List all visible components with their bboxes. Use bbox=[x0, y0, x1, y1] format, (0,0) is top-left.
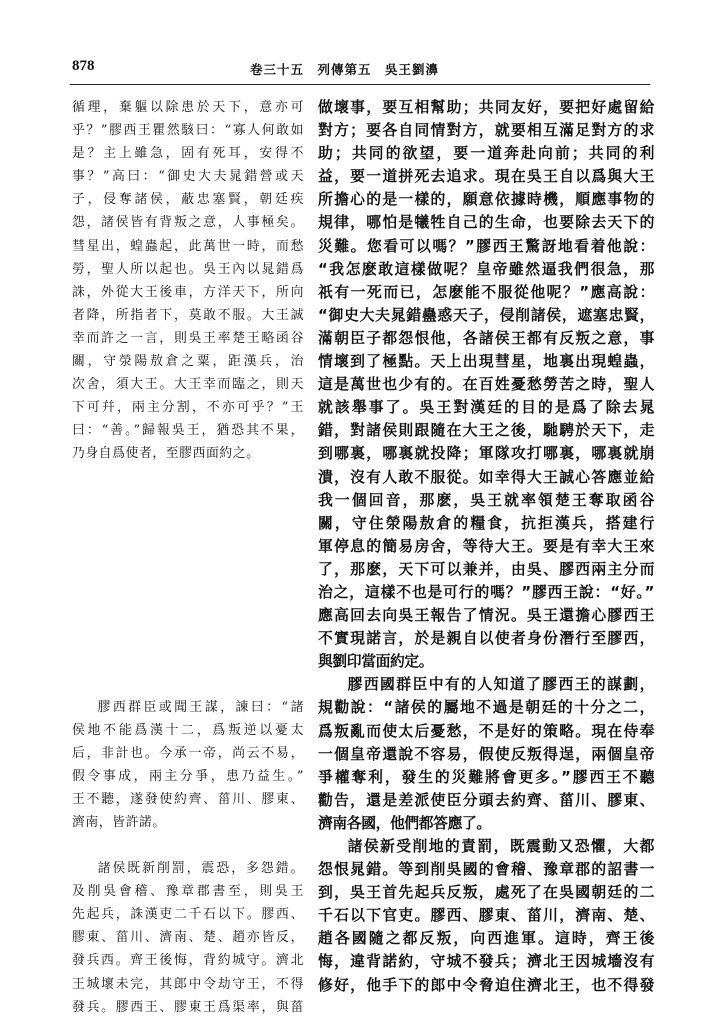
page-number: 878 bbox=[72, 58, 95, 74]
classical-paragraph-3 bbox=[72, 857, 304, 1019]
text-line: 諸侯新受削地的責罰，既震動又恐懼，大都 bbox=[347, 838, 654, 855]
text-line: 趙各國隨之都反叛，向西進軍。這時，齊王後 bbox=[318, 930, 654, 948]
text-line: 曰：“善。”歸報吳王，猶恐其不果， bbox=[72, 423, 304, 439]
text-line: 做壞事，要互相幫助；共同友好，要把好處留給 bbox=[318, 99, 654, 116]
text-line: 下可幷，兩主分割，不亦可乎？”王 bbox=[72, 400, 304, 416]
paragraph-gap bbox=[72, 466, 304, 696]
text-line: 助；共同的欲望，要一道奔赴向前；共同的利 bbox=[318, 145, 654, 163]
text-line: 就該舉事了。吳王對漢廷的目的是爲了除去晁 bbox=[318, 399, 654, 417]
text-line: 次舍，須大王。大王幸而臨之，則天 bbox=[72, 377, 304, 393]
text-line: 發兵西。齊王後悔，背約城守。濟北 bbox=[72, 953, 304, 969]
text-line: 了，那麽，天下可以兼并，由吳、膠西兩主分而 bbox=[318, 560, 654, 578]
text-line: 幸而許之一言，則吳王率楚王略函谷 bbox=[72, 330, 304, 346]
text-line: 膠西國群臣中有的人知道了膠西王的謀劃， bbox=[347, 676, 654, 694]
text-line: 千石以下官吏。膠西、膠東、菑川，濟南、楚、 bbox=[318, 907, 654, 925]
running-head: 卷三十五 列傳第五 吳王劉濞 bbox=[250, 62, 440, 77]
text-line: 王不聽，遂發使約齊、菑川、膠東、 bbox=[72, 791, 304, 807]
text-line: “我怎麽敢這樣做呢？皇帝雖然逼我們很急，那 bbox=[318, 260, 654, 278]
text-line: “御史大夫晁錯蠱惑天子，侵削諸侯，遮塞忠賢， bbox=[318, 306, 654, 324]
classical-text-column bbox=[72, 96, 304, 1019]
text-line: 與劉印當面約定。 bbox=[318, 653, 434, 671]
text-line: 怨，諸侯皆有背叛之意，人事極矣。 bbox=[72, 215, 304, 231]
text-line: 勞，聖人所以起也。吳王內以晁錯爲 bbox=[72, 261, 304, 277]
text-line: 修好，他手下的郎中令脅迫住濟北王，也不得發 bbox=[318, 976, 654, 994]
text-line: 子，侵奪諸侯，蔽忠塞賢，朝廷疾 bbox=[72, 192, 304, 208]
translation-paragraph-3 bbox=[318, 835, 654, 997]
text-line: 到，吳王首先起兵反叛，處死了在吳國朝廷的二 bbox=[318, 884, 654, 902]
text-line: 所擔心的是一樣的，願意依據時機，順應事物的 bbox=[318, 191, 654, 209]
text-line: 到哪裏，哪裏就投降；軍隊攻打哪裏，哪裏就崩 bbox=[318, 445, 654, 463]
text-line: 關，守住滎陽敖倉的糧食，抗拒漢兵，搭建行 bbox=[318, 514, 654, 532]
text-line: 乃身自爲使者，至膠西面約之。 bbox=[72, 446, 260, 462]
text-line: 關，守滎陽敖倉之粟，距漢兵，治 bbox=[72, 354, 304, 370]
translation-paragraph-2 bbox=[318, 673, 654, 835]
text-line: 誅，外從大王後車，方洋天下，所向 bbox=[72, 284, 304, 300]
text-line: 應高回去向吳王報告了情況。吳王還擔心膠西王 bbox=[318, 607, 654, 625]
translation-paragraph-1 bbox=[318, 96, 654, 673]
text-line: 濟南各國，他們都答應了。 bbox=[318, 814, 491, 832]
text-line: 勸告，還是差派使臣分頭去約齊、菑川、膠東、 bbox=[318, 791, 654, 809]
text-line: 悔，違背諾約，守城不發兵；濟北王因城墻沒有 bbox=[318, 953, 654, 971]
translation-column bbox=[318, 96, 654, 997]
text-line: 爲叛亂而使太后憂愁，不是好的策略。現在侍奉 bbox=[318, 722, 654, 740]
text-line: 滿朝臣子都怨恨他，各諸侯王都有反叛之意，事 bbox=[318, 329, 654, 347]
text-line: 假令事成，兩主分爭，患乃益生。” bbox=[72, 768, 304, 784]
text-line: 彗星出，蝗蟲起，此萬世一時，而愁 bbox=[72, 238, 304, 254]
text-line: 事？”高曰：“御史大夫晁錯營或天 bbox=[72, 169, 304, 185]
text-line: 濟南，皆許諾。 bbox=[72, 814, 166, 830]
text-line: 不實現諾言，於是親自以使者身份潛行至膠西， bbox=[318, 630, 654, 648]
text-line: 乎？”膠西王瞿然駭曰：“寡人何敢如 bbox=[72, 123, 304, 139]
paragraph-gap bbox=[72, 834, 304, 857]
text-line: 王城壞未完，其郎中令劫守王，不得 bbox=[72, 976, 304, 992]
text-line: 循理，棄軀以除患於天下，意亦可 bbox=[72, 100, 304, 115]
text-line: 者降，所指者下，莫敢不服。大王誠 bbox=[72, 307, 304, 323]
text-line: 治之，這樣不也是可行的嗎？”膠西王說：“好。” bbox=[318, 583, 654, 601]
text-line: 這是萬世也少有的。在百姓憂愁勞苦之時，聖人 bbox=[318, 376, 654, 394]
header-rule bbox=[70, 84, 650, 85]
text-line: 諸侯既新削罰，震恐，多怨錯。 bbox=[97, 861, 304, 877]
text-line: 膠東、菑川、濟南、楚、趙亦皆反， bbox=[72, 930, 304, 946]
text-line: 爭權奪利，發生的災難將會更多。”膠西王不聽 bbox=[318, 768, 654, 786]
text-line: 發兵。膠西王、膠東王爲渠率，與菑 bbox=[72, 999, 304, 1015]
text-line: 膠西群臣或聞王謀，諫曰：“諸 bbox=[97, 699, 304, 715]
text-line: 及削吳會稽、豫章郡書至，則吳王 bbox=[72, 884, 304, 900]
text-line: 錯，對諸侯則跟隨在大王之後，馳騁於天下，走 bbox=[318, 422, 654, 440]
text-line: 先起兵，誅漢吏二千石以下。膠西、 bbox=[72, 907, 304, 923]
text-line: 對方；要各自同情對方，就要相互滿足對方的求 bbox=[318, 122, 654, 140]
text-line: 祇有一死而已，怎麽能不服從他呢？”應高說： bbox=[318, 283, 654, 301]
text-line: 災難。您看可以嗎？”膠西王驚訝地看着他說： bbox=[318, 237, 654, 255]
text-line: 后，非計也。今承一帝，尚云不易， bbox=[72, 745, 304, 761]
classical-paragraph-2 bbox=[72, 696, 304, 835]
text-line: 規勸說：“諸侯的屬地不過是朝廷的十分之二， bbox=[318, 699, 654, 717]
text-line: 一個皇帝還說不容易，假使反叛得逞，兩個皇帝 bbox=[318, 745, 654, 763]
text-line: 我一個回音，那麽，吳王就率領楚王奪取函谷 bbox=[318, 491, 654, 509]
text-line: 潰，沒有人敢不服從。如幸得大王誠心答應並給 bbox=[318, 468, 654, 486]
text-line: 情壞到了極點。天上出現彗星，地裏出現蝗蟲， bbox=[318, 353, 654, 371]
text-line: 侯地不能爲漢十二，爲叛逆以憂太 bbox=[72, 722, 304, 738]
text-line: 是？主上雖急，固有死耳，安得不 bbox=[72, 146, 304, 162]
text-line: 規律，哪怕是犧牲自己的生命，也要除去天下的 bbox=[318, 214, 654, 232]
text-line: 益，要一道拼死去追求。現在吳王自以爲與大王 bbox=[318, 168, 654, 186]
text-line: 軍停息的簡易房舍，等待大王。要是有幸大王來 bbox=[318, 537, 654, 555]
text-line: 怨恨晁錯。等到削吳國的會稽、豫章郡的詔書一 bbox=[318, 861, 654, 879]
classical-paragraph-1 bbox=[72, 96, 304, 466]
